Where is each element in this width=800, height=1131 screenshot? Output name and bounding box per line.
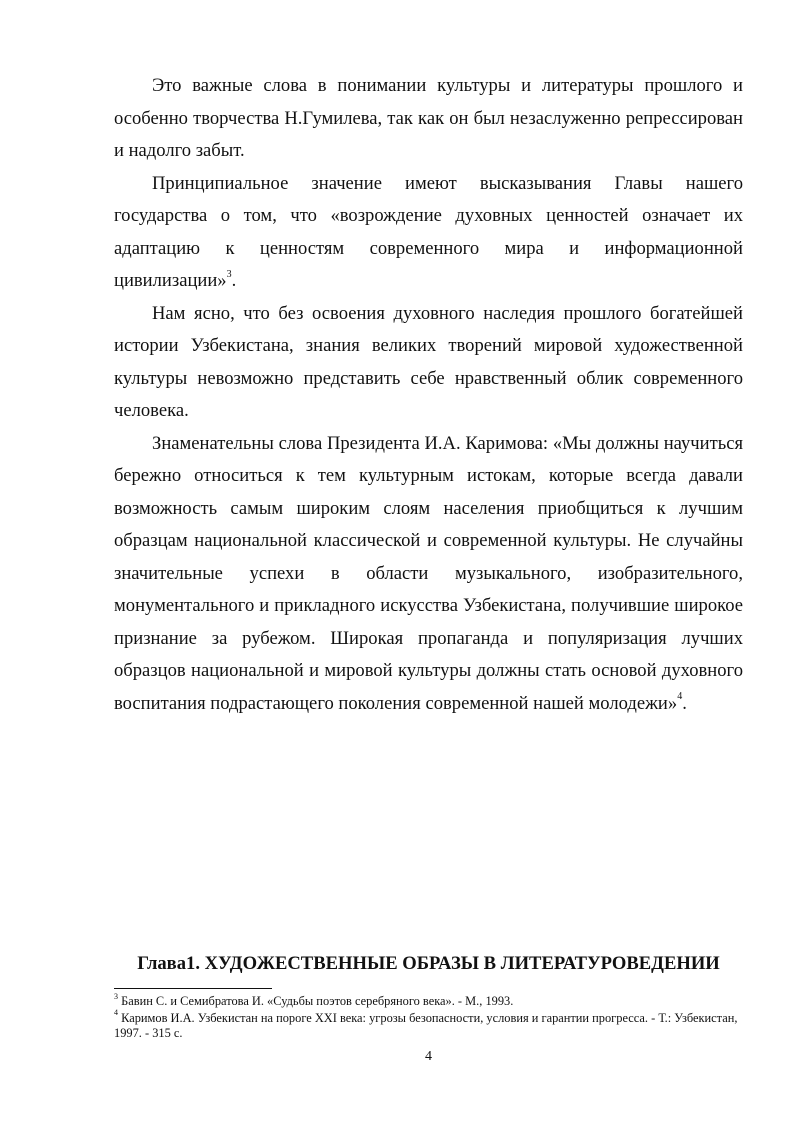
- paragraph-text: Это важные слова в понимании культуры и литературы прошлого и особенно творчества Н.Гумилева, так как он был незаслуженно репрессирован и надолго забыт.: [114, 75, 743, 161]
- paragraph-text: Принципиальное значение имеют высказывания Главы нашего государства о том, что «возрождение духовных ценностей означает их адаптацию к ценностям современного мира и информационной цивилизации»: [114, 172, 743, 291]
- paragraph-1: [114, 70, 743, 168]
- paragraph-2: [114, 168, 743, 298]
- footnote-reference-4[interactable]: 4: [677, 691, 683, 703]
- paragraph-3: [114, 298, 743, 428]
- paragraph-text: Знаменательны слова Президента И.А. Каримова: «Мы должны научиться бережно относиться к тем культурным истокам, которые всегда давали возможность самым широким слоям населения приобщиться к лучшим образцам национальной классической и современной культуры. Не случайны значительные успехи в области музыкального, изобразительного, монументального и прикладного искусства Узбекистана, получившие широкое признание за рубежом. Широкая пропаганда и популяризация лучших образцов национальной и мировой культуры должны стать основой духовного воспитания подрастающего поколения современной нашей молодежи»: [114, 432, 743, 714]
- footnote-text: Бавин С. и Семибратова И. «Судьбы поэтов серебряного века». - М., 1993.: [121, 994, 514, 1008]
- footnote-3: [114, 991, 743, 1010]
- paragraph-tail: .: [231, 270, 237, 291]
- paragraph-4: [114, 428, 743, 721]
- footnote-4: [114, 1008, 743, 1042]
- footnote-text: Каримов И.А. Узбекистан на пороге XXI века: угрозы безопасности, условия и гарантии прогресса. - Т.: Узбекистан, 1997. - 315 с.: [114, 1010, 738, 1040]
- chapter-heading: Глава1. ХУДОЖЕСТВЕННЫЕ ОБРАЗЫ В ЛИТЕРАТУРОВЕДЕНИИ: [137, 953, 720, 974]
- paragraph-tail: .: [682, 692, 687, 714]
- body-text: [114, 70, 743, 720]
- footnote-mark: 4: [114, 1008, 118, 1018]
- page-number: 4: [425, 1049, 432, 1064]
- footnote-reference-3[interactable]: 3: [226, 268, 232, 280]
- footnote-separator: [114, 988, 272, 989]
- footnotes: [114, 991, 743, 1043]
- paragraph-text: Нам ясно, что без освоения духовного наследия прошлого богатейшей истории Узбекистана, знания великих творений мировой художественной культуры невозможно представить себе нравственный облик современного человека.: [114, 302, 743, 421]
- footnote-mark: 3: [114, 991, 118, 1001]
